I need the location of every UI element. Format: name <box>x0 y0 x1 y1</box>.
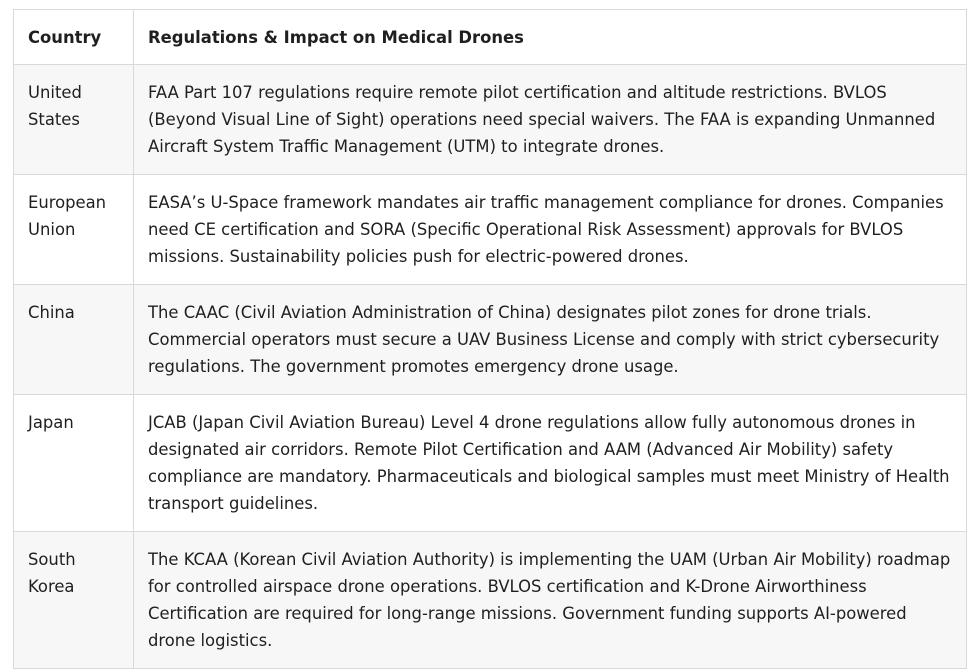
regulation-cell: JCAB (Japan Civil Aviation Bureau) Level 4 drone regulations allow fully autonomous drones in designated air corridors. Remote Pilot Certification and AAM (Advanced Air Mobility) safety compliance are mandatory. Pharmaceuticals and biological samples must meet Ministry of Health transport guidelines. <box>134 395 967 532</box>
table-row <box>14 532 967 669</box>
country-cell: United States <box>14 65 134 175</box>
country-cell: Japan <box>14 395 134 532</box>
regulation-cell: FAA Part 107 regulations require remote pilot certification and altitude restrictions. BVLOS (Beyond Visual Line of Sight) operations need special waivers. The FAA is expanding Unmanned Aircraft System Traffic Management (UTM) to integrate drones. <box>134 65 967 175</box>
table-row <box>14 175 967 285</box>
regulation-cell: The CAAC (Civil Aviation Administration of China) designates pilot zones for drone trials. Commercial operators must secure a UAV Business License and comply with strict cybersecurity regulations. The government promotes emergency drone usage. <box>134 285 967 395</box>
regulations-table-container <box>13 9 966 669</box>
header-regulations: Regulations & Impact on Medical Drones <box>134 10 967 65</box>
table-header-row <box>14 10 967 65</box>
table-row <box>14 65 967 175</box>
regulations-table <box>13 9 967 669</box>
country-cell: South Korea <box>14 532 134 669</box>
regulation-cell: The KCAA (Korean Civil Aviation Authority) is implementing the UAM (Urban Air Mobility) roadmap for controlled airspace drone operations. BVLOS certification and K-Drone Airworthiness Certification are required for long-range missions. Government funding supports AI-powered drone logistics. <box>134 532 967 669</box>
country-cell: China <box>14 285 134 395</box>
table-row <box>14 285 967 395</box>
country-cell: European Union <box>14 175 134 285</box>
header-country: Country <box>14 10 134 65</box>
regulation-cell: EASA’s U-Space framework mandates air traffic management compliance for drones. Companies need CE certification and SORA (Specific Operational Risk Assessment) approvals for BVLOS missions. Sustainability policies push for electric-powered drones. <box>134 175 967 285</box>
table-row <box>14 395 967 532</box>
